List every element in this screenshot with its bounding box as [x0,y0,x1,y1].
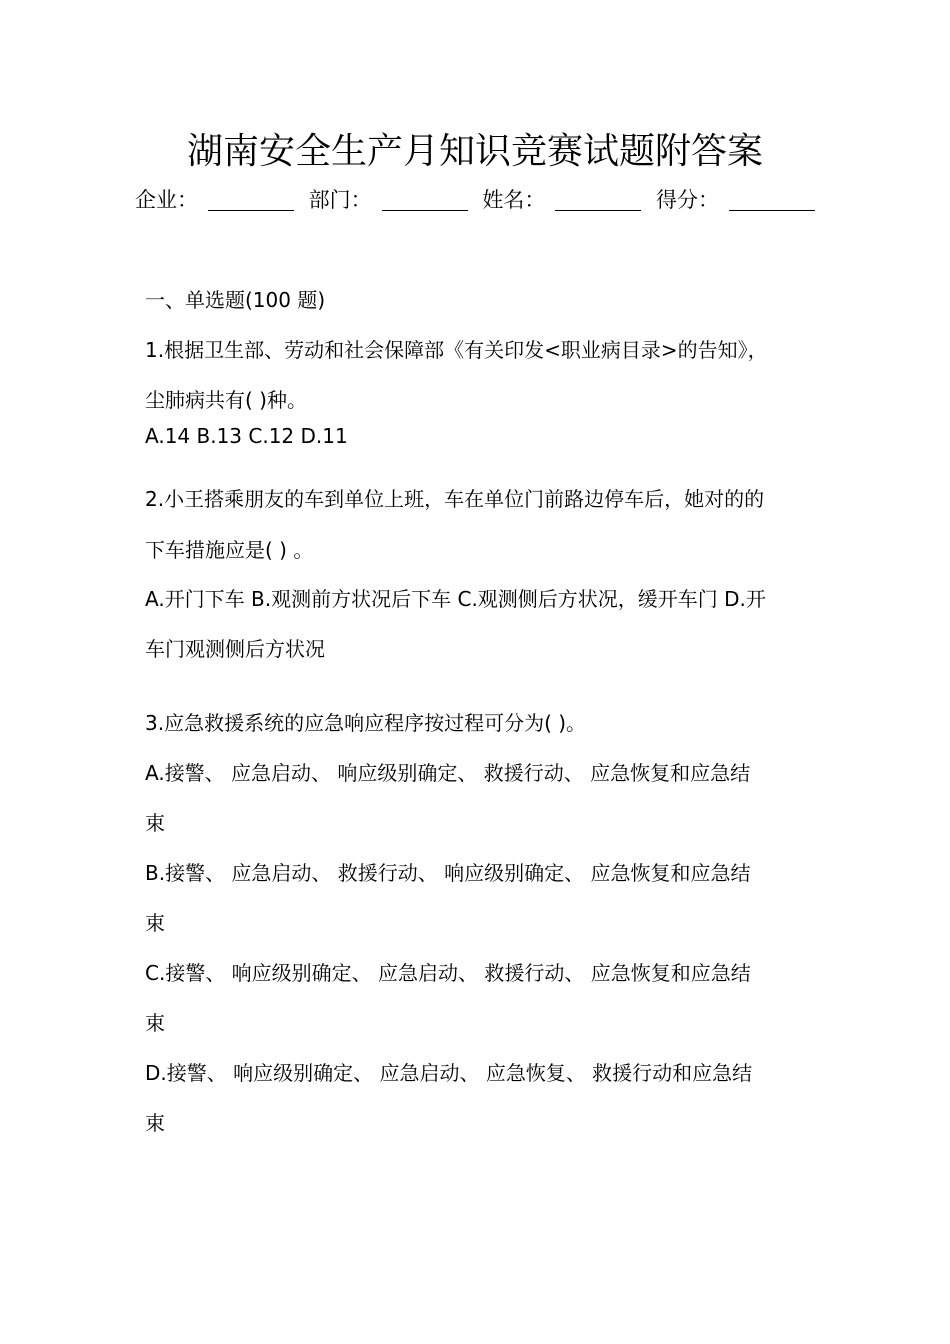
company-field [135,188,294,212]
question-stem-line: 1.根据卫生部、劳动和社会保障部《有关印发<职业病目录>的告知》， [145,338,768,362]
question-options-line: A.开门下车 B.观测前方状况后下车 C.观测侧后方状况，缓开车门 D.开 [145,587,766,611]
question-options-line: 束 [145,1111,165,1135]
question-options-line: C.接警、 响应级别确定、 应急启动、 救援行动、 应急恢复和应急结 [145,961,751,985]
question-stem-line: 2.小王搭乘朋友的车到单位上班，车在单位门前路边停车后，她对的的 [145,487,765,511]
company-label: 企业： [134,188,198,212]
score-blank [729,190,815,211]
question-options-line: A.14 B.13 C.12 D.11 [145,424,348,448]
question-stem-line: 3.应急救援系统的应急响应程序按过程可分为( )。 [145,711,587,735]
question-options-line: 束 [145,811,165,835]
section-heading: 一、单选题(100 题) [145,288,326,312]
name-blank [555,190,641,211]
question-options-line: 束 [145,1011,165,1035]
department-blank [382,190,468,211]
department-label: 部门： [308,188,372,212]
question-options-line: 束 [145,911,165,935]
name-label: 姓名： [482,188,546,212]
department-field [309,188,468,212]
name-field [482,188,641,212]
company-blank [208,190,294,211]
document-title: 湖南安全生产月知识竞赛试题附答案 [186,131,763,172]
question-options-line: 车门观测侧后方状况 [145,637,325,661]
question-options-line: B.接警、 应急启动、 救援行动、 响应级别确定、 应急恢复和应急结 [145,861,751,885]
question-stem-line: 下车措施应是( ) 。 [145,538,314,562]
score-label: 得分： [656,188,720,212]
score-field [656,188,815,212]
question-stem-line: 尘肺病共有( )种。 [145,388,307,412]
info-row [0,185,950,215]
question-options-line: D.接警、 响应级别确定、 应急启动、 应急恢复、 救援行动和应急结 [145,1061,753,1085]
question-options-line: A.接警、 应急启动、 响应级别确定、 救援行动、 应急恢复和应急结 [145,761,751,785]
